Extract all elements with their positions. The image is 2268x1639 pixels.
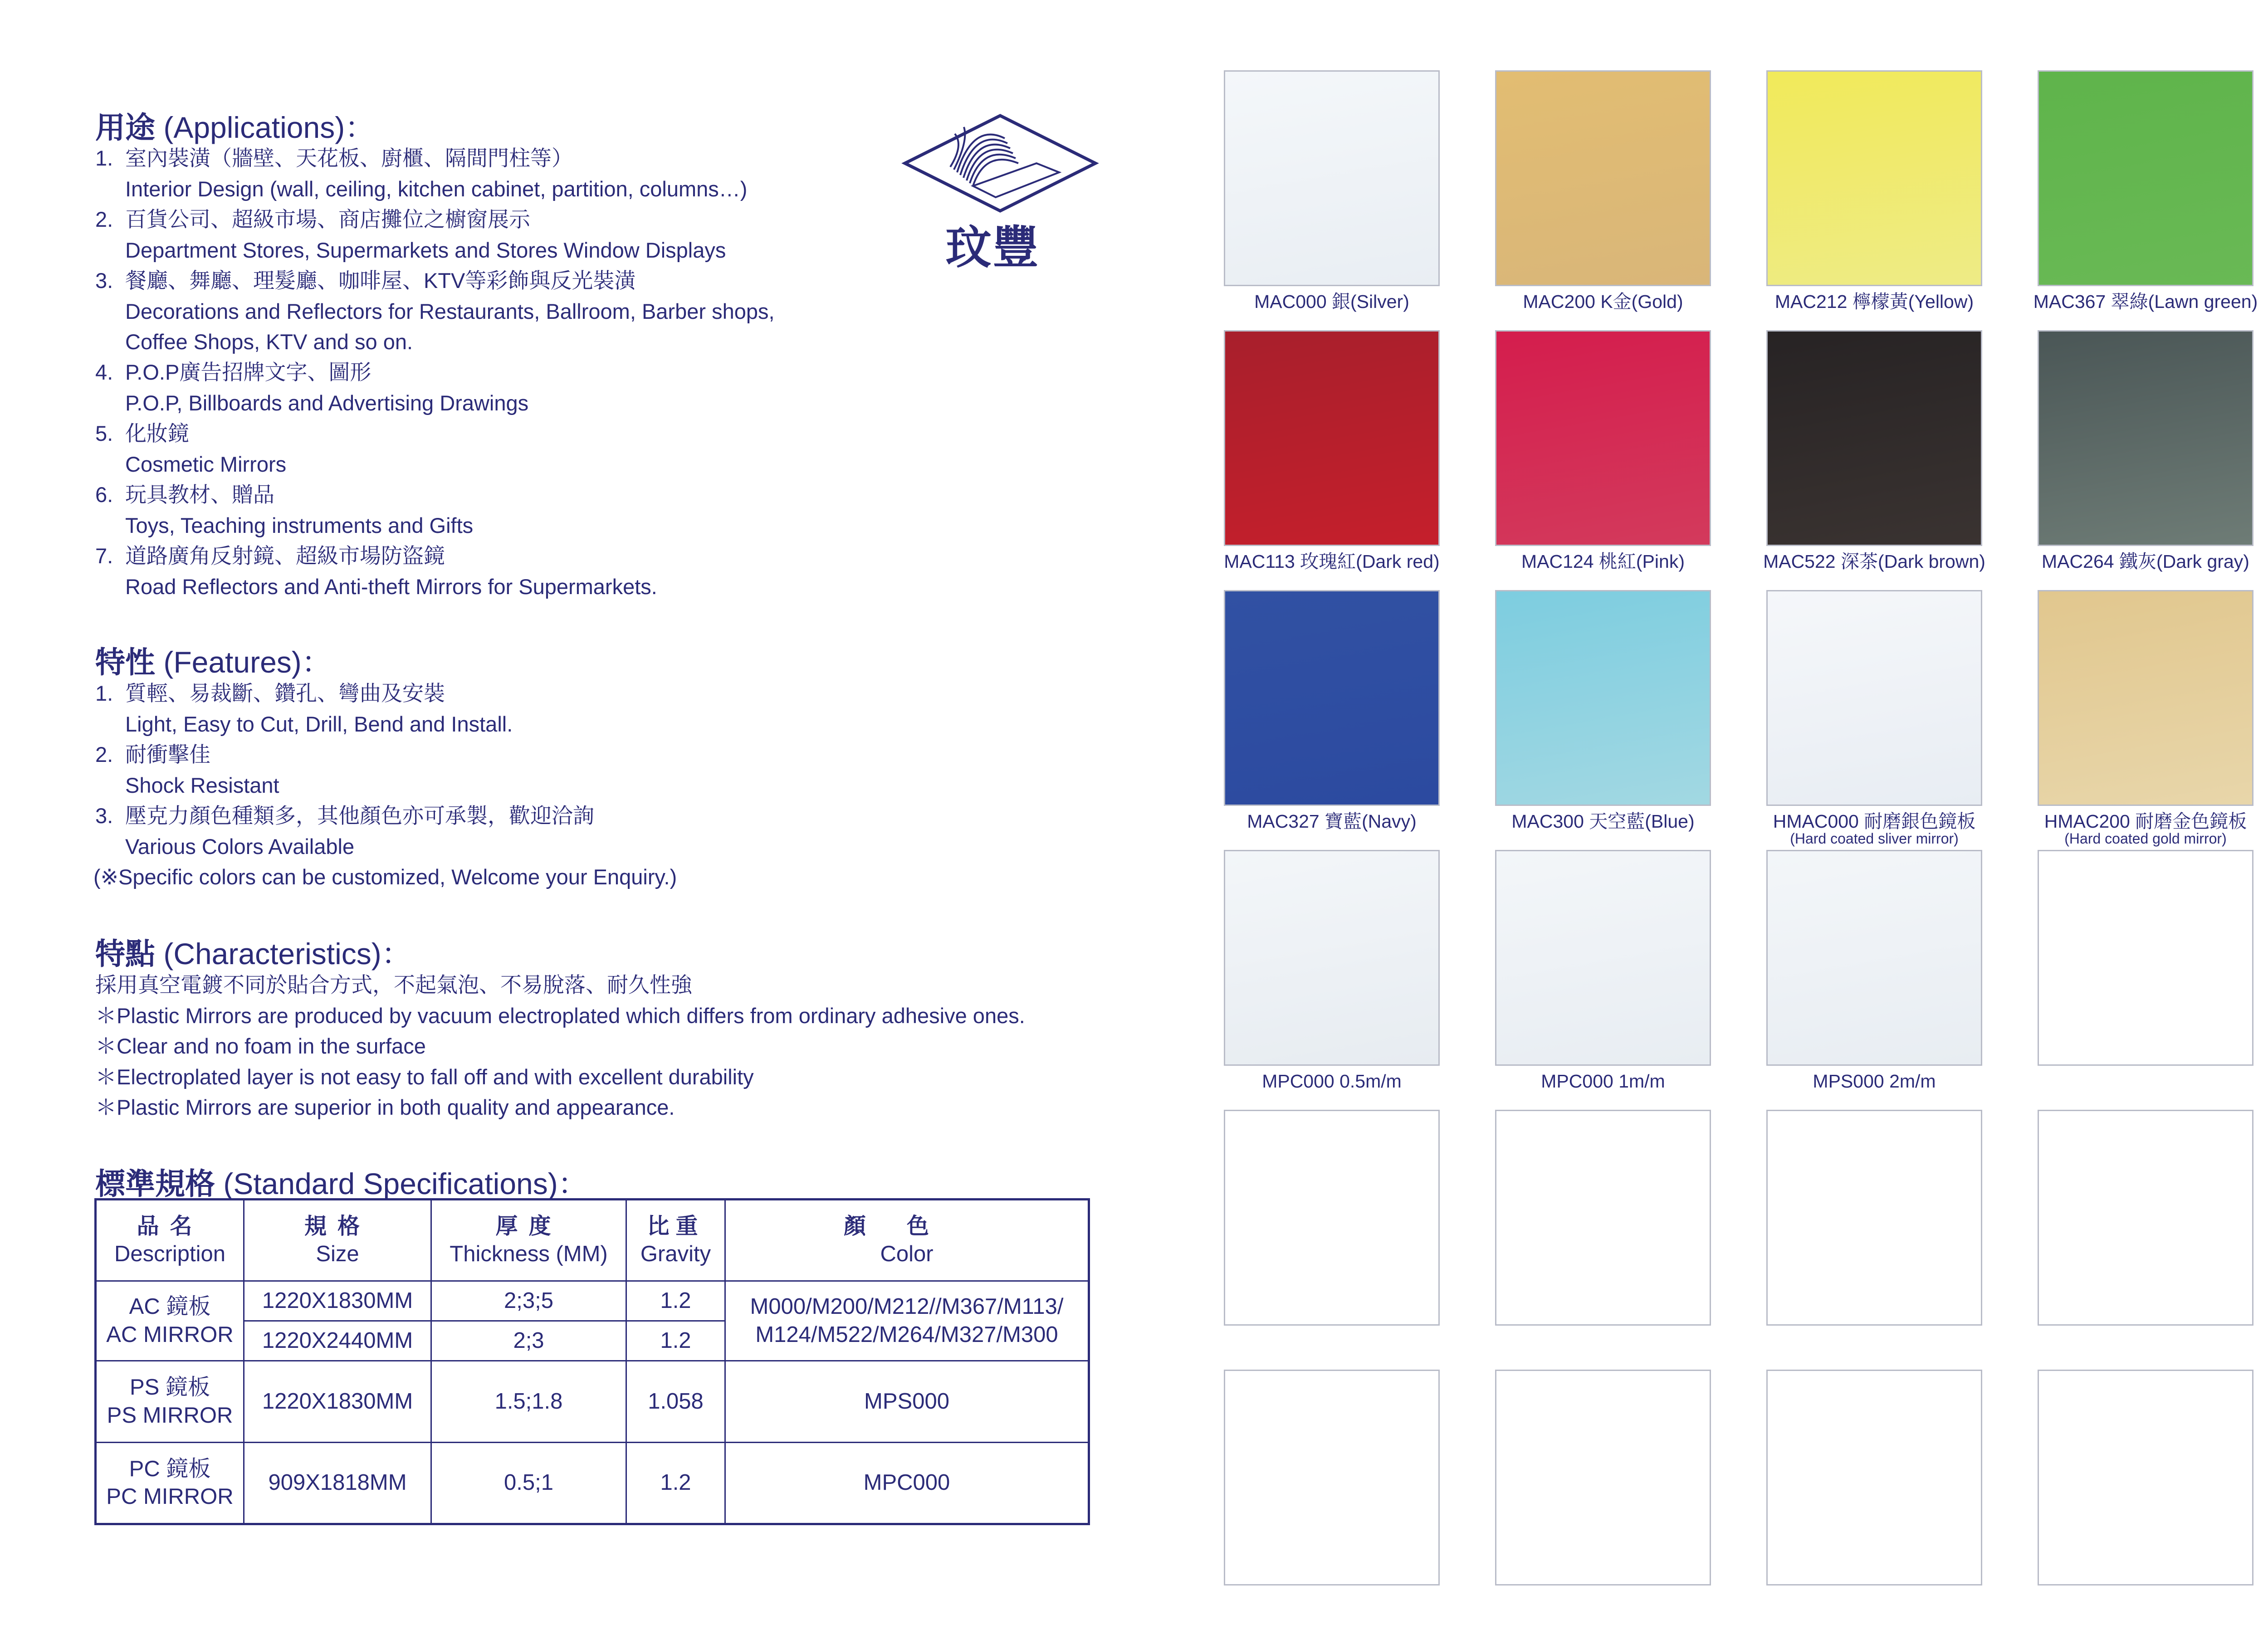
characteristic-point: ＊Plastic Mirrors are produced by vacuum electroplated which differs from ordinary adhesive ones. [95, 1004, 1025, 1028]
color-swatch [2038, 330, 2253, 546]
characteristic-point: ＊Electroplated layer is not easy to fall off and with excellent durability [95, 1065, 754, 1089]
color-swatch [2038, 850, 2253, 1066]
swatch-sublabel: (Hard coated sliver mirror) [1790, 830, 1959, 847]
table-row [96, 1361, 1089, 1443]
swatch-label: MPC000 1m/m [1541, 1071, 1665, 1092]
color-swatch [1766, 590, 1982, 806]
gravity-cell: 1.2 [626, 1281, 725, 1321]
swatch-label: MAC264 鐵灰(Dark gray) [2042, 551, 2249, 572]
features-heading: 特性 (Features)： [95, 645, 332, 679]
table-header-row [96, 1200, 1089, 1281]
thickness-cell: 2;3 [431, 1321, 626, 1361]
applications-heading: 用途 (Applications)： [95, 111, 375, 144]
color-swatch [1224, 330, 1440, 546]
table-row [96, 1443, 1089, 1524]
swatch-sublabel: (Hard coated gold mirror) [2064, 830, 2227, 847]
swatch-label: MAC113 玫瑰紅(Dark red) [1224, 551, 1440, 572]
swatch-label: MAC300 天空藍(Blue) [1511, 811, 1695, 832]
swatch-label: HMAC200 耐磨金色鏡板 [2044, 811, 2247, 832]
color-swatch [1495, 1370, 1711, 1585]
characteristics-zh: 採用真空電鍍不同於貼合方式，不起氣泡、不易脫落、耐久性強 [95, 973, 692, 997]
swatch-label: MPC000 0.5m/m [1262, 1071, 1402, 1092]
size-cell: 1220X2440MM [244, 1321, 431, 1361]
characteristics-heading: 特點 (Characteristics)： [95, 937, 411, 971]
column-header: 顏色 Color [725, 1200, 1089, 1281]
thickness-cell: 0.5;1 [431, 1443, 626, 1524]
color-swatch [1495, 70, 1711, 286]
description-cell: PC 鏡板 PC MIRROR [96, 1443, 244, 1524]
description-cell: PS 鏡板 PS MIRROR [96, 1361, 244, 1443]
color-swatch [2038, 1370, 2253, 1585]
gravity-cell: 1.2 [626, 1321, 725, 1361]
swatch-label: MAC000 銀(Silver) [1254, 291, 1409, 312]
characteristic-point: ＊Clear and no foam in the surface [95, 1034, 426, 1058]
color-swatch [1766, 1370, 1982, 1585]
brand-name: 玟豐 [946, 221, 1040, 274]
color-swatch [1766, 70, 1982, 286]
swatch-label: MPS000 2m/m [1813, 1071, 1936, 1092]
swatch-label: MAC200 K金(Gold) [1523, 291, 1683, 312]
color-swatch [1224, 70, 1440, 286]
thickness-cell: 2;3;5 [431, 1281, 626, 1321]
swatch-label: MAC327 寶藍(Navy) [1247, 811, 1417, 832]
size-cell: 1220X1830MM [244, 1361, 431, 1443]
color-swatch [1766, 850, 1982, 1066]
color-swatch [1224, 850, 1440, 1066]
column-header: 比重 Gravity [626, 1200, 725, 1281]
color-swatch [1766, 1110, 1982, 1326]
column-header: 品名 Description [96, 1200, 244, 1281]
characteristic-point: ＊Plastic Mirrors are superior in both quality and appearance. [95, 1095, 675, 1119]
color-cell: M000/M200/M212//M367/M113/ M124/M522/M264/M327/M300 [725, 1281, 1089, 1361]
spec-table [94, 1198, 1090, 1525]
gravity-cell: 1.058 [626, 1361, 725, 1443]
specs-heading: 標準規格 (Standard Specifications)： [95, 1167, 588, 1200]
size-cell: 1220X1830MM [244, 1281, 431, 1321]
color-swatch [2038, 1110, 2253, 1326]
color-swatch [1766, 330, 1982, 546]
swatch-label: MAC124 桃紅(Pink) [1521, 551, 1685, 572]
description-cell: AC 鏡板 AC MIRROR [96, 1281, 244, 1361]
swatch-label: MAC367 翠綠(Lawn green) [2033, 291, 2258, 312]
swatch-label: MAC212 檸檬黃(Yellow) [1774, 291, 1974, 312]
column-header: 厚度 Thickness (MM) [431, 1200, 626, 1281]
color-cell: MPS000 [725, 1361, 1089, 1443]
color-swatch [1224, 1370, 1440, 1585]
color-swatch [2038, 70, 2253, 286]
features-note: (※Specific colors can be customized, Welcome your Enquiry.) [93, 865, 677, 889]
swatch-label: MAC522 深茶(Dark brown) [1763, 551, 1985, 572]
color-swatch [1495, 850, 1711, 1066]
color-swatch [2038, 590, 2253, 806]
thickness-cell: 1.5;1.8 [431, 1361, 626, 1443]
color-cell: MPC000 [725, 1443, 1089, 1524]
gravity-cell: 1.2 [626, 1443, 725, 1524]
swatch-label: HMAC000 耐磨銀色鏡板 [1773, 811, 1976, 832]
color-swatch [1224, 590, 1440, 806]
color-swatch [1495, 590, 1711, 806]
color-swatch [1224, 1110, 1440, 1326]
column-header: 規格 Size [244, 1200, 431, 1281]
color-swatch [1495, 1110, 1711, 1326]
table-row [96, 1281, 1089, 1321]
size-cell: 909X1818MM [244, 1443, 431, 1524]
color-swatch [1495, 330, 1711, 546]
